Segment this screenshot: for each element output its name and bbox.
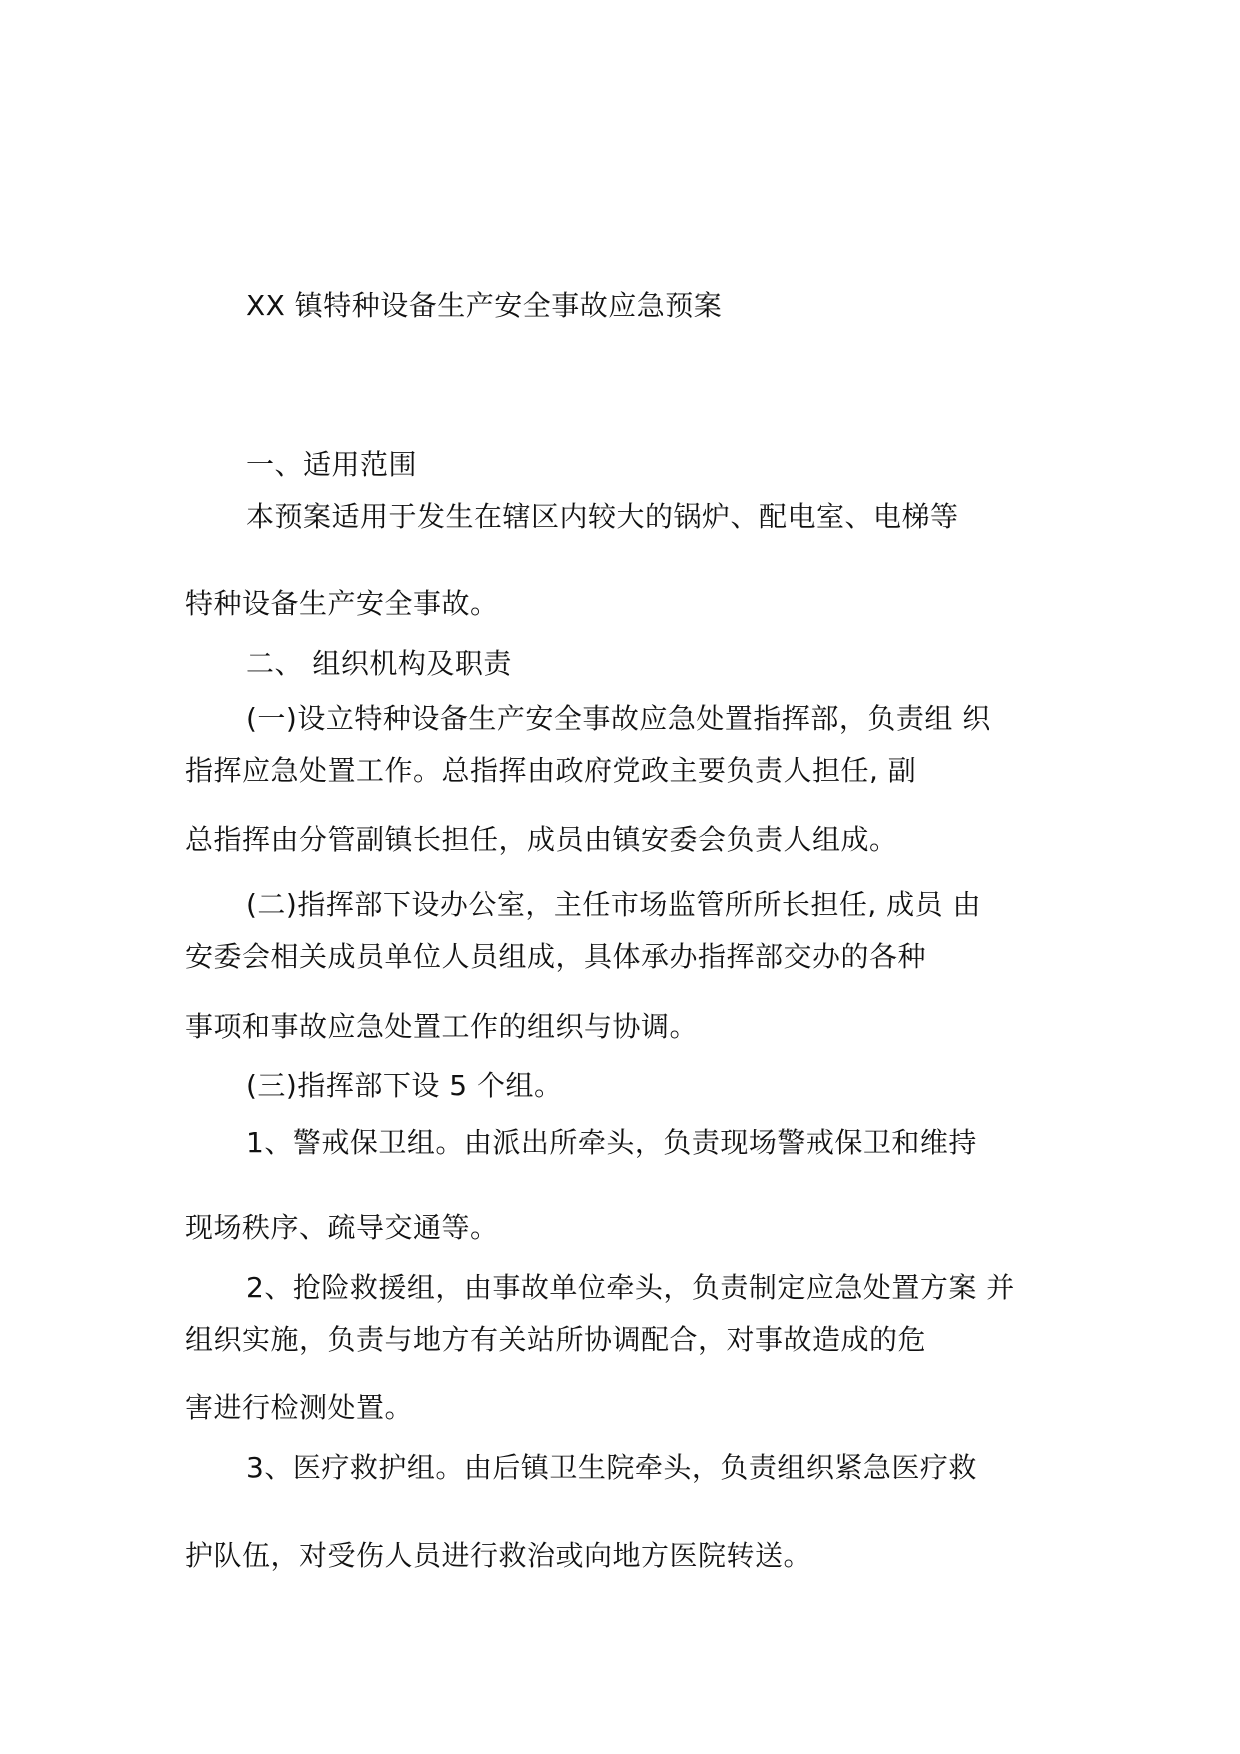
paragraph-line: 特种设备生产安全事故。 (185, 587, 499, 620)
paragraph-line: 指挥应急处置工作。总指挥由政府党政主要负责人担任, 副 (185, 754, 917, 787)
paragraph-line: 事项和事故应急处置工作的组织与协调。 (185, 1010, 699, 1043)
paragraph-line: 护队伍，对受伤人员进行救治或向地方医院转送。 (185, 1539, 813, 1572)
section-heading-scope: 一、适用范围 (246, 448, 418, 481)
paragraph-line: (一)设立特种设备生产安全事故应急处置指挥部，负责组 织 (246, 702, 991, 735)
paragraph-line: 1、警戒保卫组。由派出所牵头，负责现场警戒保卫和维持 (246, 1126, 977, 1159)
document-title: XX 镇特种设备生产安全事故应急预案 (246, 289, 723, 322)
paragraph-line: 安委会相关成员单位人员组成，具体承办指挥部交办的各种 (185, 940, 927, 973)
paragraph-line: (二)指挥部下设办公室，主任市场监管所所长担任, 成员 由 (246, 888, 982, 921)
paragraph-line: 害进行检测处置。 (185, 1391, 414, 1424)
paragraph-line: 3、医疗救护组。由后镇卫生院牵头，负责组织紧急医疗救 (246, 1451, 977, 1484)
paragraph-line: 2、抢险救援组，由事故单位牵头，负责制定应急处置方案 并 (246, 1271, 1015, 1304)
paragraph-line: 本预案适用于发生在辖区内较大的锅炉、配电室、电梯等 (246, 500, 959, 533)
paragraph-line: 现场秩序、疏导交通等。 (185, 1211, 499, 1244)
section-heading-organization: 二、 组织机构及职责 (246, 647, 512, 680)
paragraph-line: (三)指挥部下设 5 个组。 (246, 1069, 563, 1102)
paragraph-line: 总指挥由分管副镇长担任，成员由镇安委会负责人组成。 (185, 823, 898, 856)
paragraph-line: 组织实施，负责与地方有关站所协调配合，对事故造成的危 (185, 1323, 927, 1356)
